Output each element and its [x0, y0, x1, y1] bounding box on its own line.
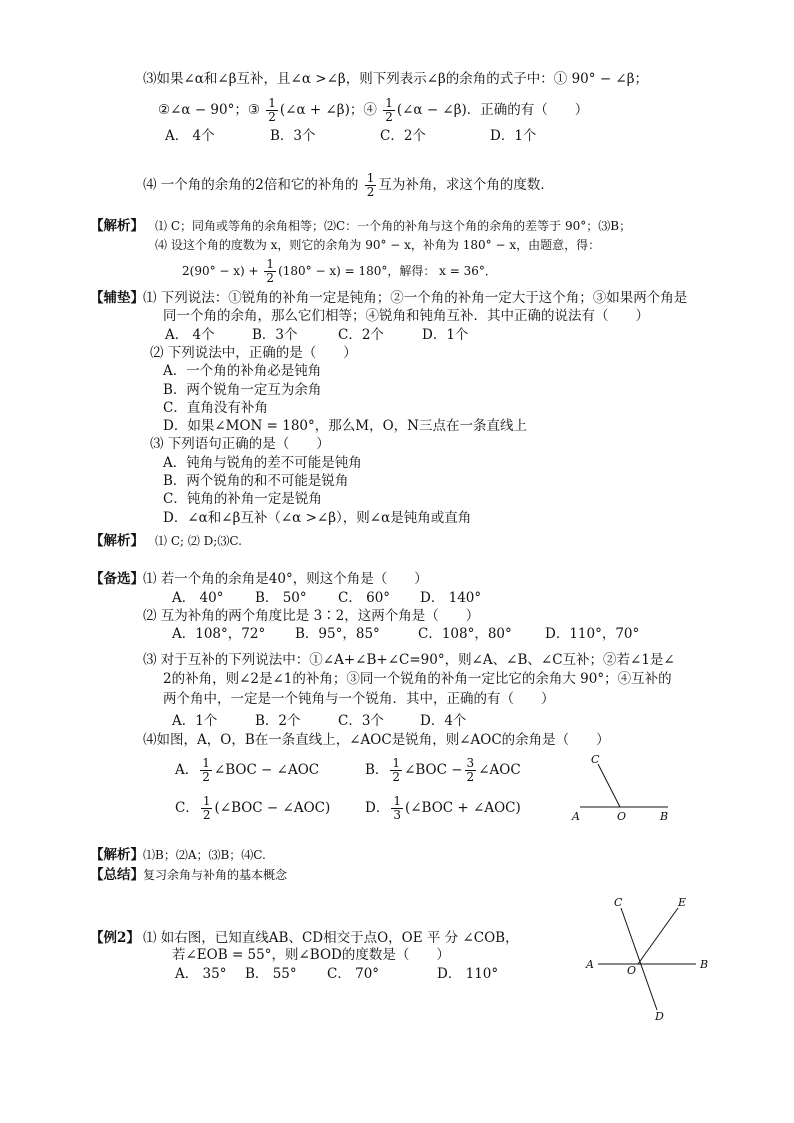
beixuan-q3-line2: 2的补角，则∠2是∠1的补角；③同一个锐角的补角一定比它的余角大 90°；④互补的 [163, 671, 672, 687]
beixuan-q3-option-c: C．3个 [338, 713, 384, 729]
example2-option-b: B． 55° [245, 966, 297, 982]
beixuan-q4-option-a: A． $\frac{1}{2}$ ∠BOC − ∠AOC [175, 756, 320, 784]
intersecting-lines-figure [578, 894, 718, 1024]
beixuan-q4: ⑷如图，A，O，B在一条直线上，∠AOC是锐角，则∠AOC的余角是（ ） [143, 732, 610, 748]
fraction-three-halves: $\frac{3}{2}$ [466, 756, 475, 784]
q4-b: 互为补角，求这个角的度数． [378, 177, 554, 193]
beixuan-q1-option-d: D． 140° [420, 590, 482, 606]
q4-line [143, 172, 554, 199]
fraction-half: $\frac{1}{2}$ [266, 257, 275, 285]
ray-oc [598, 764, 620, 807]
q3-line2 [158, 97, 588, 124]
solution3-text: ⑴B；⑵A；⑶B；⑷C. [143, 848, 266, 862]
label-b: B [660, 810, 669, 823]
summary-tag: 【总结】 [90, 867, 144, 883]
q3-line2-a: ②∠α − 90°；③ [158, 102, 260, 118]
label-e: E [678, 896, 687, 909]
fudian-q2: ⑵ 下列说法中，正确的是（ ） [150, 345, 357, 361]
beixuan-q3-option-a: A．1个 [172, 713, 218, 729]
fudian-q3: ⑶ 下列语句正确的是（ ） [150, 436, 330, 452]
fudian-q1-option-a: A． 4个 [165, 327, 215, 343]
beixuan-q2-option-a: A．108°，72° [172, 626, 266, 642]
beixuan-q1-option-b: B． 50° [255, 590, 307, 606]
q4-a: ⑷ 一个角的余角的2倍和它的补角的 [143, 177, 359, 193]
fraction-third: $\frac{1}{3}$ [393, 794, 401, 822]
fudian-q2-option-b: B．两个锐角一定互为余角 [163, 382, 322, 398]
beixuan-q4-option-c: C． $\frac{1}{2}$ (∠BOC − ∠AOC) [175, 794, 331, 822]
label-c: C [614, 896, 623, 909]
label-a: A [586, 958, 594, 971]
example2-option-c: C． 70° [327, 966, 380, 982]
q3-option-b: B．3个 [270, 128, 316, 144]
solution1-line1: ⑴ C；同角或等角的余角相等；⑵C：一个角的补角与这个角的余角的差等于 90°；⑶B； [155, 219, 632, 233]
solution-tag: 【解析】 [90, 218, 144, 234]
q3-line1: ⑶如果∠α和∠β互补，且∠α >∠β，则下列表示∠β的余角的式子中：① 90° − ∠β； [143, 71, 649, 87]
beixuan-q1-option-a: A． 40° [172, 590, 224, 606]
label-c: C [591, 753, 600, 766]
beixuan-q2-option-b: B．95°，85° [295, 626, 380, 642]
fraction-half: $\frac{1}{2}$ [385, 96, 393, 124]
fudian-q3-option-b: B．两个锐角的和不可能是锐角 [163, 473, 349, 489]
summary-text: 复习余角与补角的基本概念 [143, 868, 288, 882]
fraction-half: $\frac{1}{2}$ [202, 756, 210, 784]
fraction-half: $\frac{1}{2}$ [202, 794, 211, 822]
beixuan-q4-option-d: D． $\frac{1}{3}$ (∠BOC + ∠AOC) [365, 794, 521, 822]
fudian-q2-option-a: A．一个角的补角必是钝角 [163, 363, 322, 379]
fudian-q3-option-d: D．∠α和∠β互补（∠α >∠β），则∠α是钝角或直角 [163, 510, 472, 526]
line-cd [621, 908, 657, 1010]
fraction-half: $\frac{1}{2}$ [392, 756, 401, 784]
example2-line2: 若∠EOB = 55°，则∠BOD的度数是（ ） [172, 947, 450, 963]
fudian-q1-option-c: C．2个 [338, 327, 384, 343]
solution1-line3-a: 2(90° − x) + [182, 264, 259, 278]
fudian-q1-line1: ⑴ 下列说法：①锐角的补角一定是钝角；②一个角的补角一定大于这个角；③如果两个角是 [143, 290, 688, 306]
beixuan-q3-option-d: D．4个 [420, 713, 467, 729]
beixuan-q1: ⑴ 若一个角的余角是40°，则这个角是（ ） [143, 571, 428, 587]
fudian-q2-option-d: D．如果∠MON = 180°，那么M，O，N三点在一条直线上 [163, 418, 527, 434]
ray-oe [638, 908, 678, 964]
label-a: A [572, 810, 580, 823]
fraction-half: $\frac{1}{2}$ [268, 96, 276, 124]
angle-aoc-figure [560, 752, 690, 826]
label-d: D [655, 1010, 664, 1023]
fudian-q3-option-a: A．钝角与锐角的差不可能是钝角 [163, 455, 362, 471]
solution2-text: ⑴ C; ⑵ D;⑶C. [155, 534, 242, 548]
example2-option-a: A． 35° [175, 966, 227, 982]
label-b: B [700, 958, 709, 971]
q3-option-d: D．1个 [490, 128, 537, 144]
fraction-half: $\frac{1}{2}$ [366, 171, 375, 199]
example2-option-d: D． 110° [437, 966, 499, 982]
beixuan-q2-option-c: C．108°，80° [418, 626, 512, 642]
fudian-q1-option-d: D．1个 [422, 327, 469, 343]
q3-line2-c: (∠α − ∠β)．正确的有（ ） [396, 102, 589, 118]
label-o: O [627, 964, 637, 977]
solution-tag: 【解析】 [90, 847, 144, 863]
beixuan-q1-option-c: C． 60° [338, 590, 391, 606]
fudian-q1-line2: 同一个角的余角，那么它们相等；④锐角和钝角互补．其中正确的说法有（ ） [163, 308, 649, 324]
q3-line2-b: (∠α + ∠β)；④ [279, 102, 377, 118]
fudian-q2-option-c: C．直角没有补角 [163, 400, 268, 416]
example2-line1: ⑴ 如右图，已知直线AB、CD相交于点O，OE 平 分 ∠COB， [143, 930, 519, 946]
beixuan-q4-option-b: B． $\frac{1}{2}$ ∠BOC − $\frac{3}{2}$ ∠AOC [365, 756, 521, 784]
solution-tag: 【解析】 [90, 533, 144, 549]
beixuan-q2-option-d: D．110°，70° [545, 626, 640, 642]
solution1-line2: ⑷ 设这个角的度数为 x，则它的余角为 90° − x，补角为 180° − x，由题意，得： [155, 238, 601, 252]
beixuan-q3-line1: ⑶ 对于互补的下列说法中：①∠A+∠B+∠C=90°，则∠A、∠B、∠C互补；②若∠1是∠ [143, 652, 675, 668]
fudian-q1-option-b: B．3个 [252, 327, 298, 343]
q3-option-a: A． 4个 [165, 128, 215, 144]
beixuan-q3-option-b: B．2个 [255, 713, 301, 729]
solution1-line3-b: (180° − x) = 180°，解得： x = 36°． [278, 264, 497, 278]
example2-tag: 【例2】 [90, 930, 140, 946]
beixuan-q2: ⑵ 互为补角的两个角度比是 3∶2，这两个角是（ ） [143, 608, 480, 624]
q3-option-c: C．2个 [380, 128, 426, 144]
label-o: O [617, 810, 627, 823]
fudian-tag: 【辅垫】 [90, 290, 144, 306]
solution1-line3 [182, 258, 497, 285]
beixuan-tag: 【备选】 [90, 571, 144, 587]
fudian-q3-option-c: C．钝角的补角一定是锐角 [163, 491, 322, 507]
beixuan-q3-line3: 两个角中，一定是一个钝角与一个锐角．其中，正确的有（ ） [163, 691, 555, 707]
